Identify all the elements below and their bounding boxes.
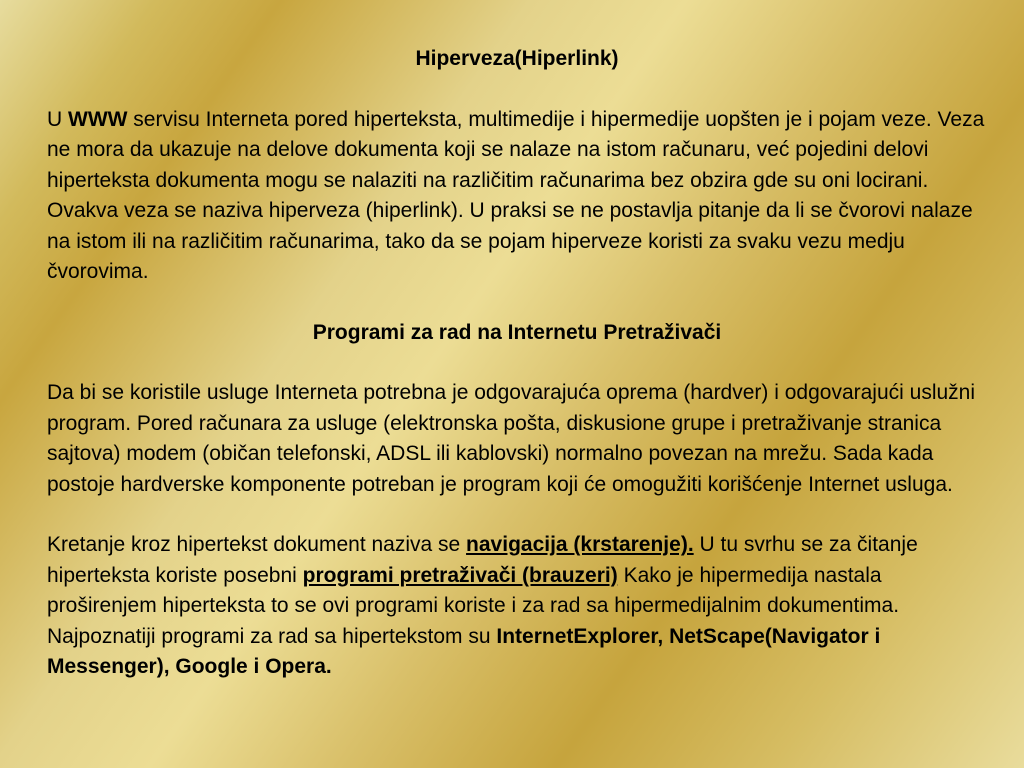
para3-text-1: Kretanje kroz hipertekst dokument naziva se <box>47 533 467 556</box>
paragraph-oprema: Da bi se koristile usluge Interneta potrebna je odgovarajuća oprema (hardver) i odgovarajući uslužni program. Pored računara za usluge (elektronska pošta, diskusione grupe i pretraživanje stranica sajtova) modem (običan telefonski, ADSL ili kablovski) normalno povezan na mrežu. Sada kada postoje hardverske komponente potreban je program koji će omogužiti korišćenje Internet usluga. <box>47 381 976 496</box>
navigacija-link[interactable]: navigacija (krstarenje). <box>466 533 694 556</box>
paragraph-navigacija <box>47 530 987 683</box>
www-term: WWW <box>68 107 128 131</box>
spacer <box>47 75 987 105</box>
paragraph-hiperveza <box>47 105 987 288</box>
para3-text-3: Kako je hipermedija nastala proširenjem hiperteksta to se ovi programi koriste i za rad sa hipermedijalnim dokumentima. Najpoznatiji programi za rad sa hipertekstom su <box>47 563 900 648</box>
para3-text-2: U tu svrhu se za čitanje hiperteksta koriste posebni <box>47 533 918 587</box>
spacer <box>47 288 987 318</box>
para1-text: servisu Interneta pored hiperteksta, multimedije i hipermedije uopšten je i pojam veze. Veza ne mora da ukazuje na delove dokumenta koji se nalaze na istom računaru, već pojedini delovi hiperteksta dokumenta mogu se nalaziti na različitim računarima bez obzira gde su oni locirani. Ovakva veza se naziva hiperveza (hiperlink). U praksi se ne postavlja pitanje da li se čvorovi nalaze na istom ili na različitim računarima, tako da se pojam hiperveze koristi za svaku vezu medju čvorovima. <box>47 107 985 283</box>
heading-hiperveza: Hiperveza(Hiperlink) <box>415 47 619 70</box>
heading-programi: Programi za rad na Internetu Pretraživači <box>312 320 722 344</box>
spacer <box>47 348 987 378</box>
slide-content <box>47 44 987 683</box>
para1-prefix: U <box>47 107 68 131</box>
spacer <box>47 500 987 530</box>
brauzeri-link[interactable]: programi pretraživači (brauzeri) <box>302 563 618 587</box>
browser-list: InternetExplorer, NetScape(Navigator i Messenger), Google i Opera. <box>47 624 881 678</box>
